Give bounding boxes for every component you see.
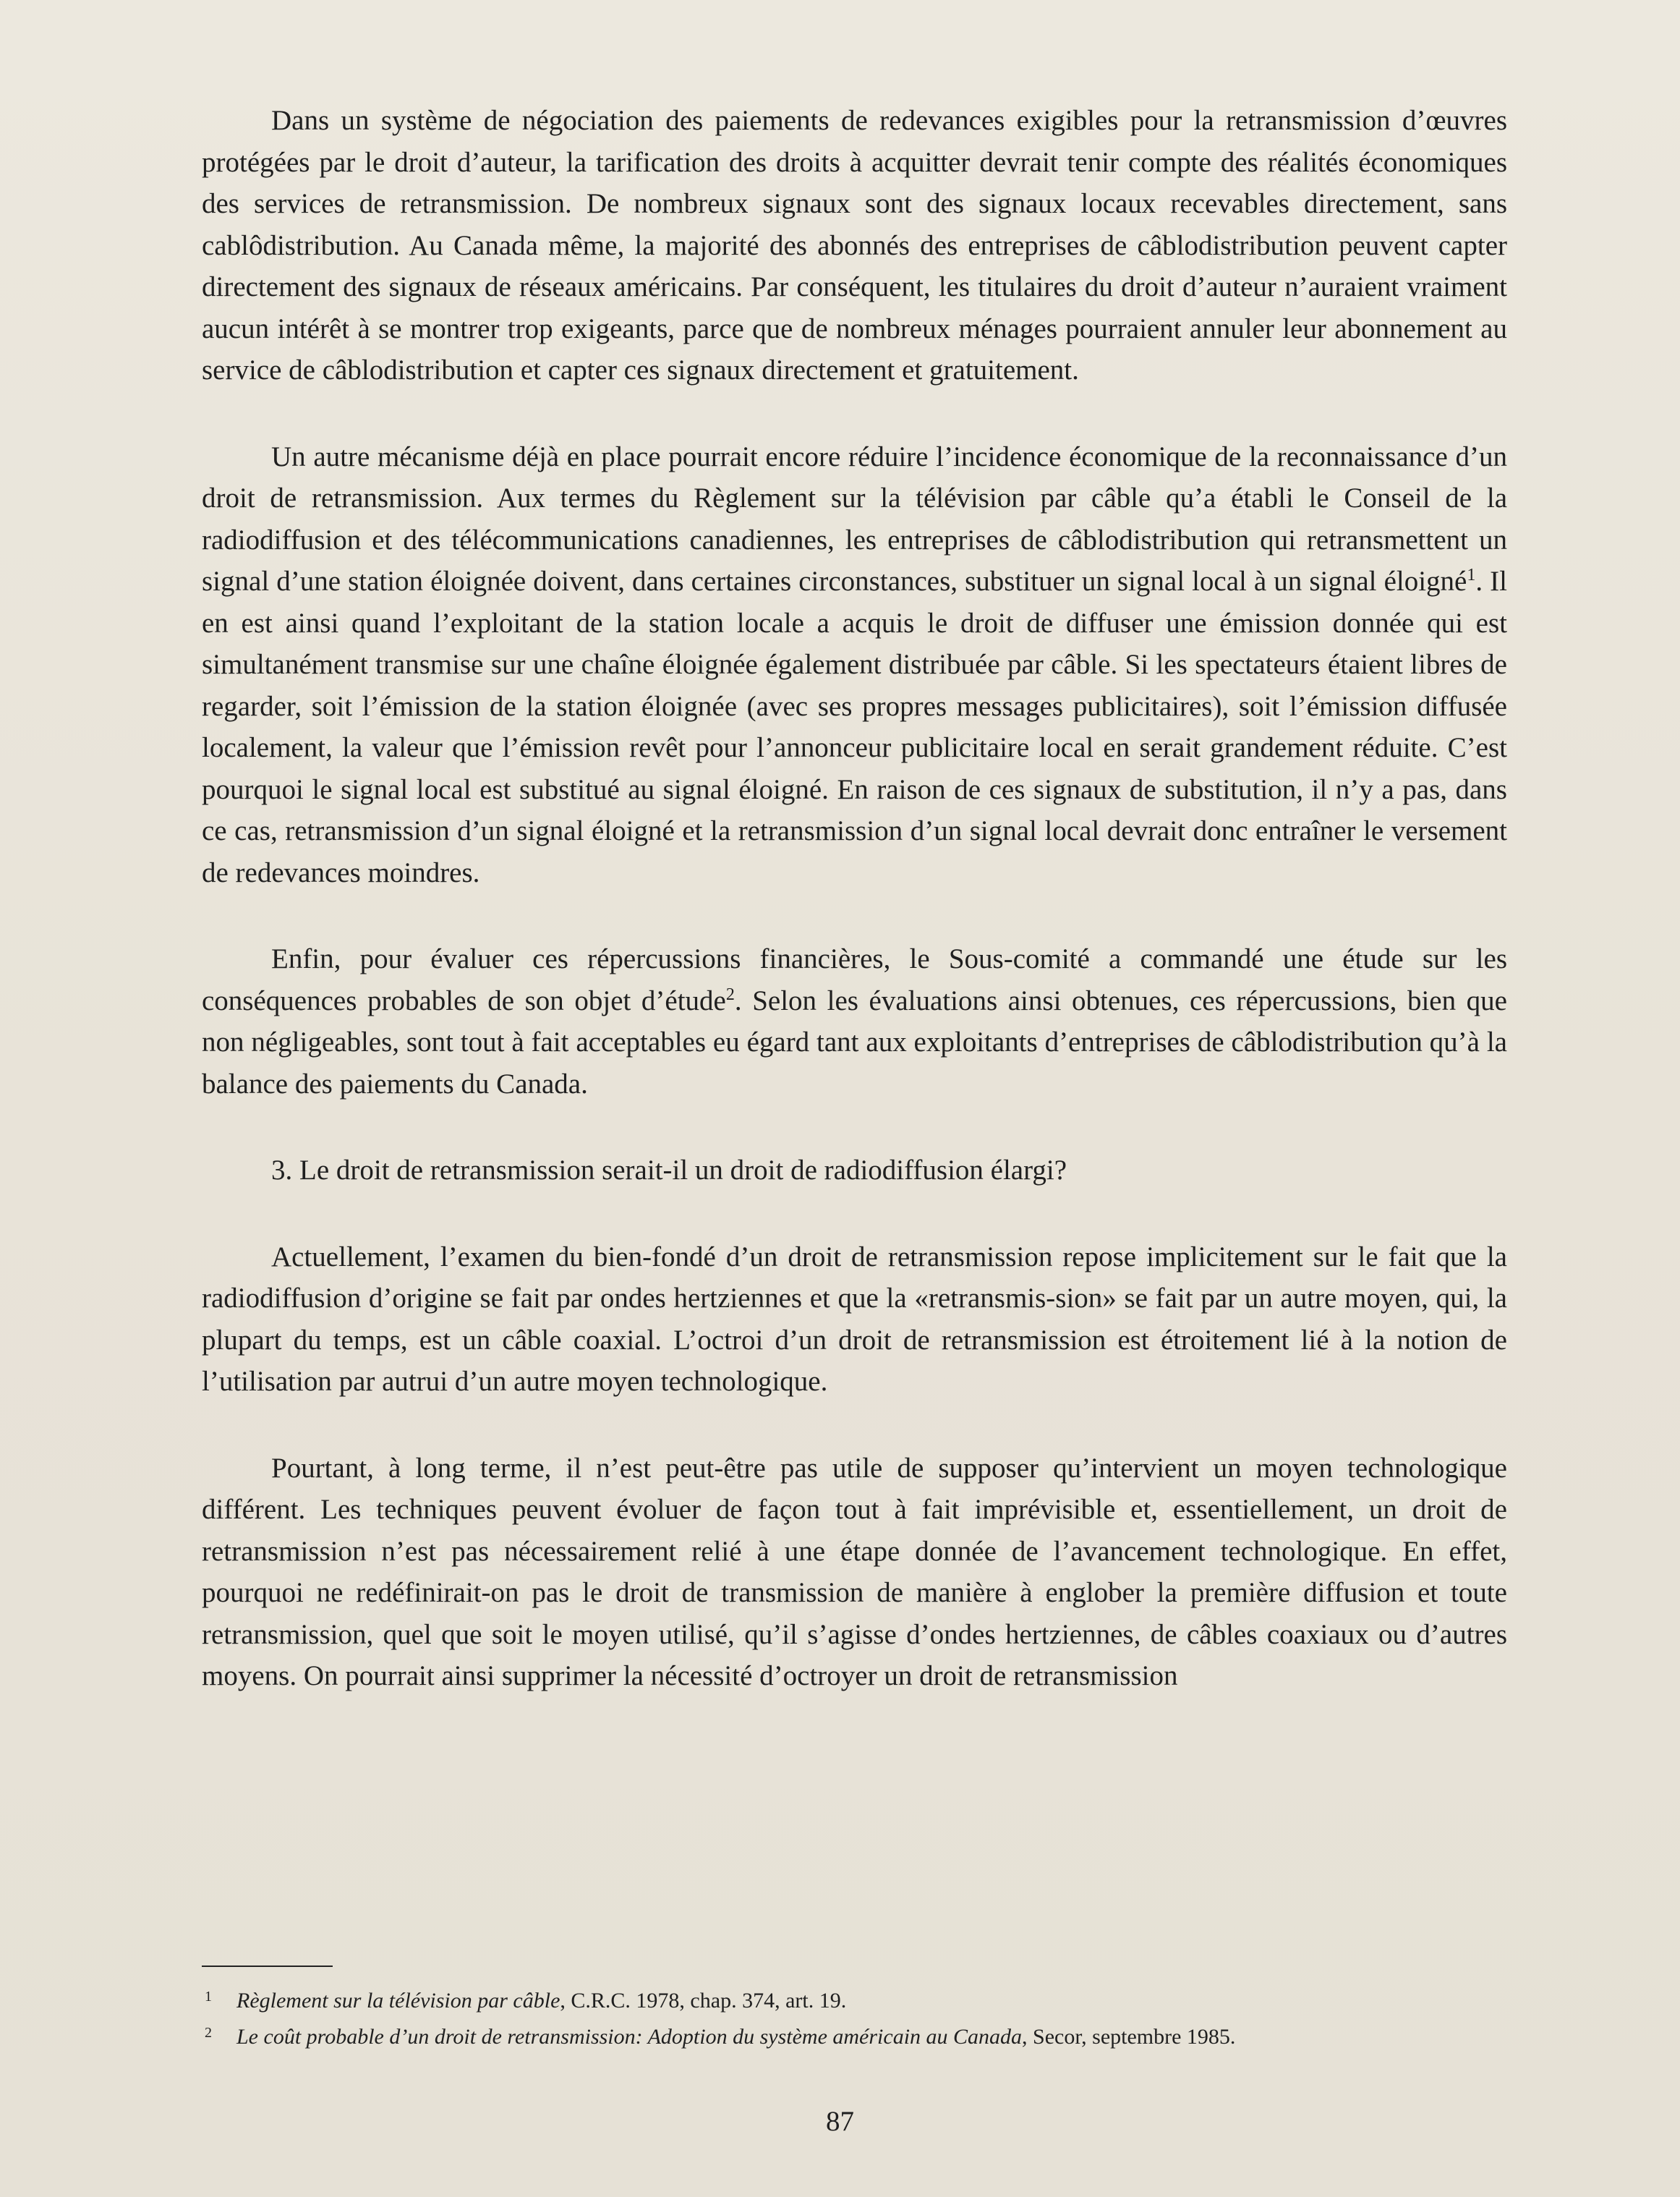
footnote-ref-2: 2 (725, 985, 735, 1004)
paragraph-4: Actuellement, l’examen du bien-fondé d’un droit de retransmission repose implicitement sur le fait que la radiodiffusion d’origine se fait par ondes hertziennes et que la «retransmis-sion» se fait par un autre moyen, qui, la plupart du temps, est un câble coaxial. L’octroi d’un droit de retransmission est étroitement lié à la notion de l’utilisation par autrui d’un autre moyen technologique. (202, 1241, 1507, 1397)
footnote-ref-1: 1 (1467, 566, 1476, 585)
footnote-number-1: 1 (205, 1989, 212, 2005)
footnote-title-2: Le coût probable d’un droit de retransmission: Adoption du système américain au Canada (236, 2025, 1023, 2049)
paragraph-1: Dans un système de négociation des paiements de redevances exigibles pour la retransmission d’œuvres protégées par le droit d’auteur, la tarification des droits à acquitter devrait tenir compte des réalités économiques des services de retransmission. De nombreux signaux sont des signaux locaux recevables directement, sans cablôdistribution. Au Canada même, la majorité des abonnés des entreprises de câblodistribution peuvent capter directement des signaux de réseaux américains. Par conséquent, les titulaires du droit d’auteur n’auraient vraiment aucun intérêt à se montrer trop exigeants, parce que de nombreux ménages pourraient annuler leur abonnement au service de câblodistribution et capter ces signaux directement et gratuitement. (202, 105, 1507, 386)
footnote-text-2: , Secor, septembre 1985. (1022, 2025, 1236, 2049)
paragraph-5: Pourtant, à long terme, il n’est peut-être pas utile de supposer qu’intervient un moyen technologique différent. Les techniques peuvent évoluer de façon tout à fait imprévisible et, essentiellement, un droit de retransmission n’est pas nécessairement relié à une étape donnée de l’avancement technologique. En effet, pourquoi ne redéfinirait-on pas le droit de transmission de manière à englober la première diffusion et toute retransmission, quel que soit le moyen utilisé, qu’il s’agisse d’ondes hertziennes, de câbles coaxiaux ou d’autres moyens. On pourrait ainsi supprimer la nécessité d’octroyer un droit de retransmission (202, 1452, 1507, 1691)
footnote-text-1: , C.R.C. 1978, chap. 374, art. 19. (560, 1989, 847, 2013)
paragraph-2 (202, 436, 1507, 894)
footnote-title-1: Règlement sur la télévision par câble (236, 1989, 560, 2013)
paragraph-3 (202, 938, 1507, 1105)
footnote-divider (202, 1966, 333, 1967)
section-heading: 3. Le droit de retransmission serait-il un droit de radiodiffusion élargi? (271, 1155, 1067, 1186)
paragraph-3-text-b: . Selon les évaluations ainsi obtenues, ces répercussions, bien que non négligeables, sont tout à fait acceptables eu égard tant aux exploitants d’entreprises de câblodistribution qu’à la balance des paiements du Canada. (202, 985, 1507, 1100)
paragraph-2-text-a: Un autre mécanisme déjà en place pourrait encore réduire l’incidence économique de la reconnaissance d’un droit de retransmission. Aux termes du Règlement sur la télévision par câble qu’a établi le Conseil de la radiodiffusion et des télécommunications canadiennes, les entreprises de câblodistribution qui retransmettent un signal d’une station éloignée doivent, dans certaines circonstances, substituer un signal local à un signal éloigné (202, 441, 1507, 597)
page-number: 87 (826, 2106, 854, 2137)
footnote-number-2: 2 (205, 2025, 212, 2041)
footnote-1 (202, 1986, 1507, 2016)
footnote-2 (202, 2022, 1507, 2052)
footnotes (202, 1986, 1507, 2058)
body-text (202, 100, 1507, 1697)
paragraph-2-text-b: . Il en est ainsi quand l’exploitant de la station locale a acquis le droit de diffuser une émission donnée qui est simultanément transmise sur une chaîne éloignée également distribuée par câble. Si les spectateurs étaient libres de regarder, soit l’émission de la station éloignée (avec ses propres messages publicitaires), soit l’émission diffusée localement, la valeur que l’émission revêt pour l’annonceur publicitaire local en serait grandement réduite. C’est pourquoi le signal local est substitué au signal éloigné. En raison de ces signaux de substitution, il n’y a pas, dans ce cas, retransmission d’un signal éloigné et la retransmission d’un signal local devrait donc entraîner le versement de redevances moindres. (202, 566, 1507, 888)
paragraph-3-text-a: Enfin, pour évaluer ces répercussions financières, le Sous-comité a commandé une étude sur les conséquences probables de son objet d’étude (202, 943, 1507, 1016)
